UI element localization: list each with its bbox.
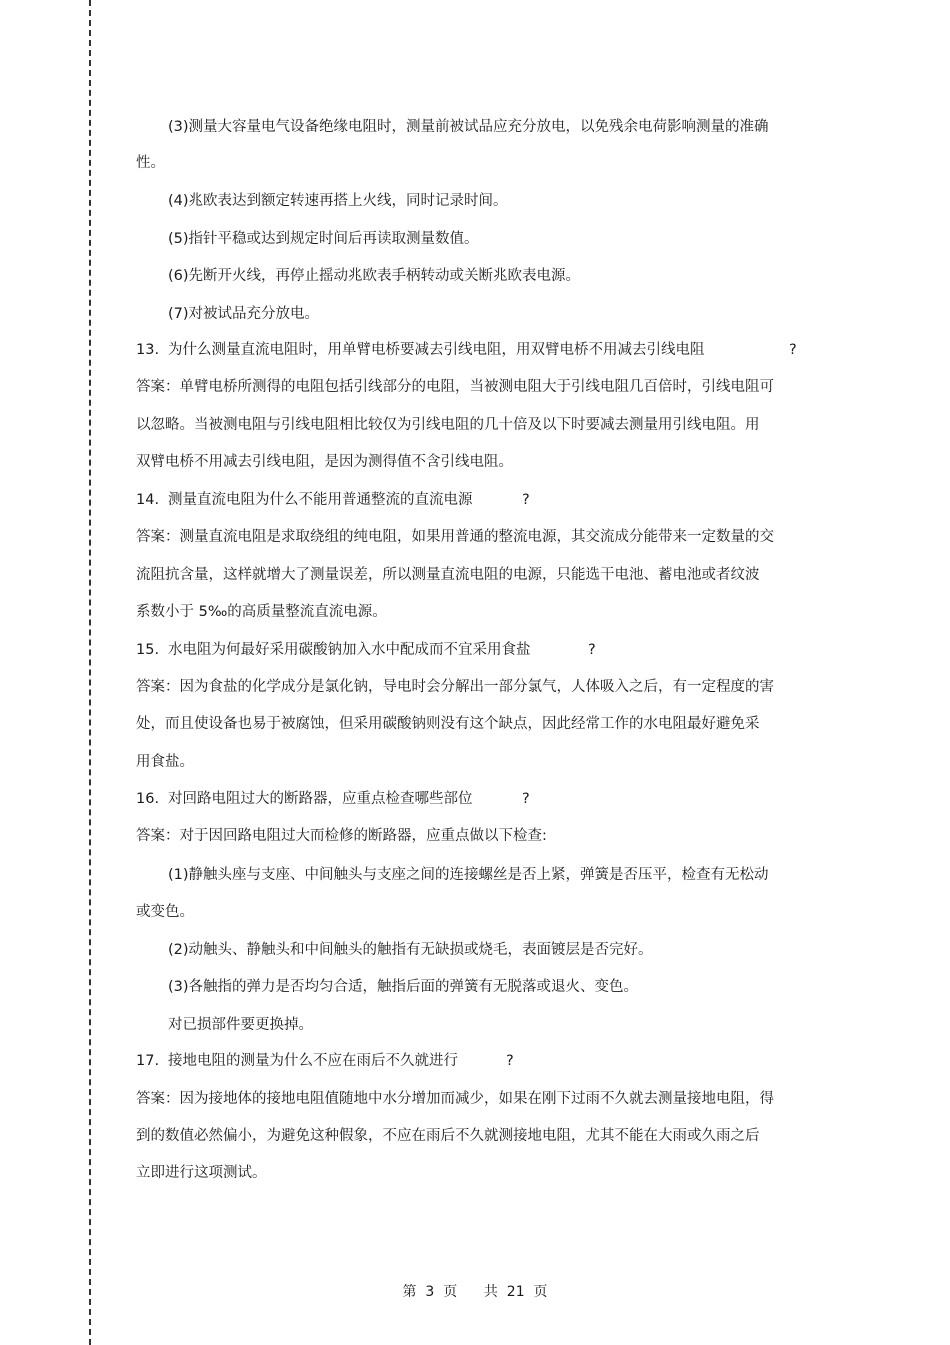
text-line: (4)兆欧表达到额定转速再搭上火线，同时记录时间。 <box>168 193 508 209</box>
question-text: 测量直流电阻为什么不能用普通整流的直流电源 <box>168 492 473 508</box>
answer-line: 双臂电桥不用减去引线电阻，是因为测得值不含引线电阻。 <box>136 454 513 470</box>
answer-line: 用食盐。 <box>136 754 194 770</box>
question-number: 13. <box>136 342 160 358</box>
answer-line: 答案：对于因回路电阻过大而检修的断路器，应重点做以下检查: <box>136 828 547 844</box>
question-text: 水电阻为何最好采用碳酸钠加入水中配成而不宜采用食盐 <box>168 642 531 658</box>
question-16 <box>136 789 802 809</box>
question-text: 接地电阻的测量为什么不应在雨后不久就进行 <box>168 1053 458 1069</box>
answer-line: 答案：测量直流电阻是求取绕组的纯电阻，如果用普通的整流电源，其交流成分能带来一定数量的交 <box>136 529 774 545</box>
question-mark: ? <box>789 342 797 358</box>
question-13 <box>136 340 802 360</box>
answer-line: 答案：单臂电桥所测得的电阻包括引线部分的电阻，当被测电阻大于引线电阻几百倍时，引线电阻可 <box>136 379 774 395</box>
answer-line: 流阻抗含量，这样就增大了测量误差，所以测量直流电阻的电源，只能选干电池、蓄电池或者纹波 <box>136 567 760 583</box>
question-number: 16. <box>136 791 160 807</box>
question-number: 17. <box>136 1053 160 1069</box>
text-line: 对已损部件要更换掉。 <box>168 1017 313 1033</box>
answer-line: 到的数值必然偏小，为避免这种假象，不应在雨后不久就测接地电阻，尤其不能在大雨或久雨之后 <box>136 1128 760 1144</box>
text-line: (3)各触指的弹力是否均匀合适，触指后面的弹簧有无脱落或退火、变色。 <box>168 979 639 995</box>
text-line: 或变色。 <box>136 904 194 920</box>
answer-line: 以忽略。当被测电阻与引线电阻相比较仅为引线电阻的几十倍及以下时要减去测量用引线电阻。用 <box>136 417 760 433</box>
answer-line: 系数小于 5‰的高质量整流直流电源。 <box>136 604 387 620</box>
answer-line: 答案：因为食盐的化学成分是氯化钠，导电时会分解出一部分氯气，人体吸入之后，有一定程度的害 <box>136 679 774 695</box>
question-text: 为什么测量直流电阻时，用单臂电桥要减去引线电阻，用双臂电桥不用减去引线电阻 <box>168 342 705 358</box>
question-17 <box>136 1051 802 1071</box>
question-number: 15. <box>136 642 160 658</box>
text-line: (1)静触头座与支座、中间触头与支座之间的连接螺丝是否上紧，弹簧是否压平，检查有无松动 <box>168 867 769 883</box>
page-footer: 第 3 页 共 21 页 <box>402 1284 548 1300</box>
answer-line: 立即进行这项测试。 <box>136 1165 267 1181</box>
answer-line: 答案：因为接地体的接地电阻值随地中水分增加而减少，如果在刚下过雨不久就去测量接地电阻，得 <box>136 1091 774 1107</box>
question-15 <box>136 640 802 660</box>
text-line: 性。 <box>136 155 165 171</box>
question-text: 对回路电阻过大的断路器，应重点检查哪些部位 <box>168 791 473 807</box>
question-number: 14. <box>136 492 160 508</box>
text-line: (7)对被试品充分放电。 <box>168 306 320 322</box>
text-line: (3)测量大容量电气设备绝缘电阻时，测量前被试品应充分放电，以免残余电荷影响测量的准确 <box>168 119 769 135</box>
answer-line: 处，而且使设备也易于被腐蚀，但采用碳酸钠则没有这个缺点，因此经常工作的水电阻最好避免采 <box>136 716 760 732</box>
question-14 <box>136 490 802 510</box>
text-line: (2)动触头、静触头和中间触头的触指有无缺损或烧毛，表面镀层是否完好。 <box>168 942 653 958</box>
text-line: (5)指针平稳或达到规定时间后再读取测量数值。 <box>168 231 479 247</box>
question-mark: ? <box>522 492 530 508</box>
question-mark: ? <box>522 791 530 807</box>
question-mark: ? <box>506 1053 514 1069</box>
text-line: (6)先断开火线，再停止摇动兆欧表手柄转动或关断兆欧表电源。 <box>168 268 581 284</box>
question-mark: ? <box>588 642 596 658</box>
